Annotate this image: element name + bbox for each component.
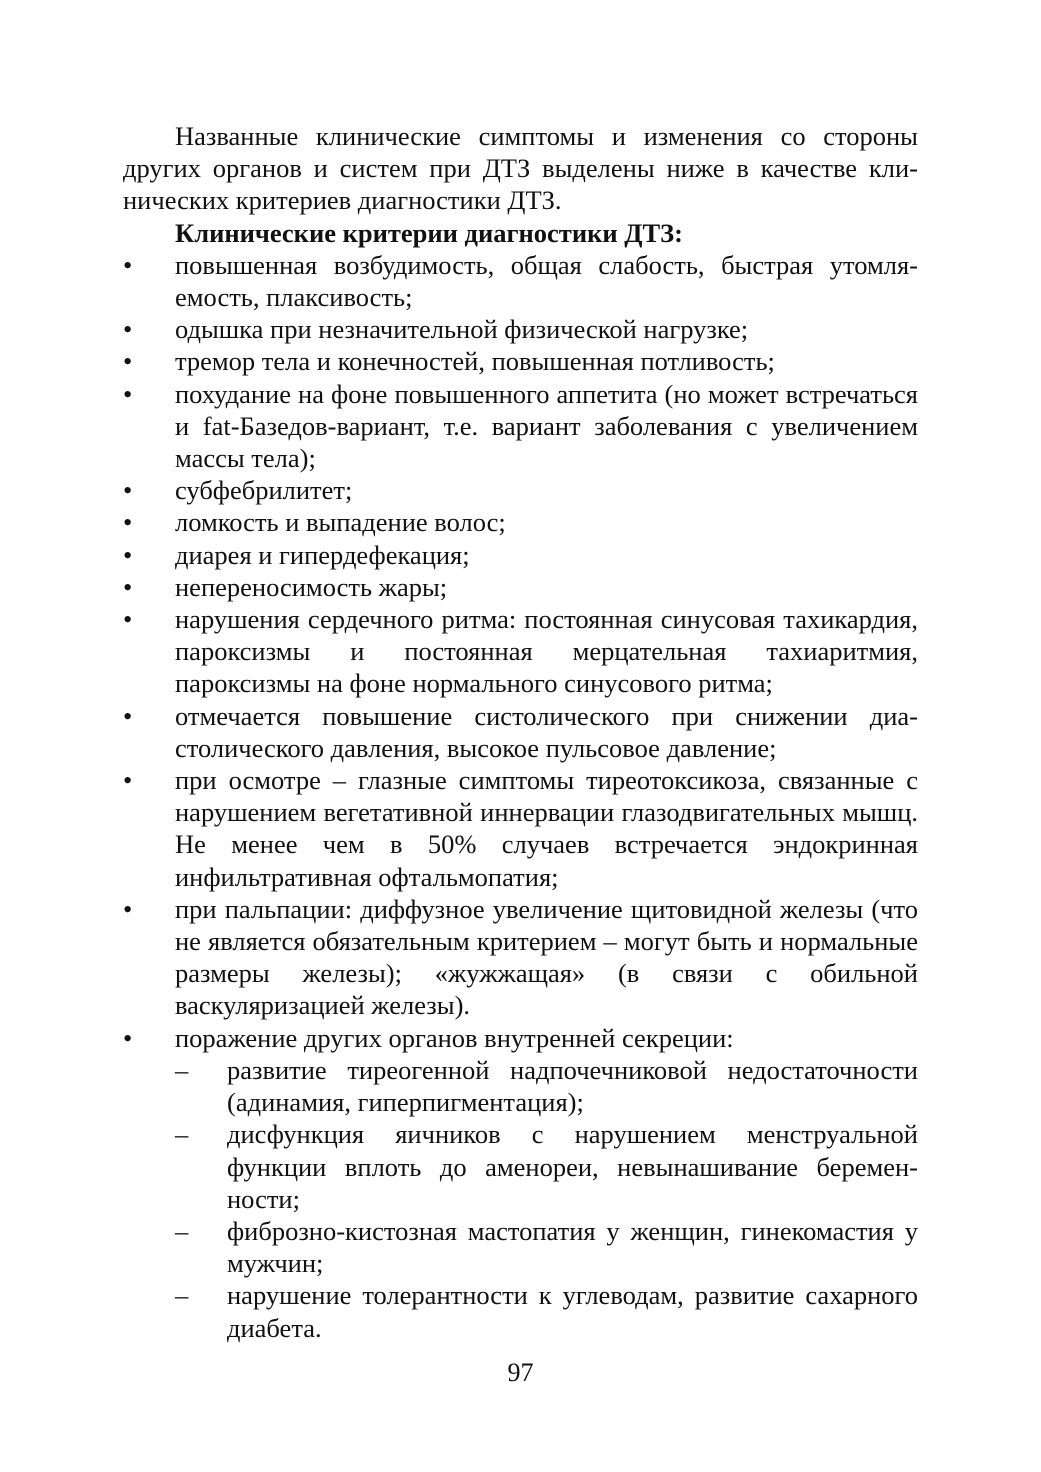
list-item-text: субфебрилитет;	[175, 475, 353, 506]
list-item-text: отмечается повышение систолического при снижении диастолического давления, высокое пульсовое давление;	[175, 700, 918, 763]
sub-list-item-text: развитие тиреогенной надпочечниковой недостаточности (адинамия, гиперпигментация);	[227, 1054, 918, 1118]
list-item-text: диарея и гипердефекация;	[175, 539, 470, 570]
sub-list-item	[175, 1279, 918, 1343]
list-item	[123, 249, 918, 313]
list-item-text: ломкость и выпадение волос;	[175, 507, 506, 538]
dash-icon: –	[175, 1280, 189, 1311]
list-item-text: тремор тела и конечностей, повышенная потливость;	[175, 346, 775, 377]
criteria-heading: Клинические критерии диагностики ДТЗ:	[175, 217, 683, 248]
dash-icon: –	[175, 1215, 189, 1246]
criteria-list	[123, 249, 918, 1344]
bullet-icon: •	[123, 1022, 133, 1053]
bullet-icon: •	[123, 604, 133, 635]
bullet-icon: •	[123, 700, 133, 731]
list-item	[123, 764, 918, 893]
dash-icon: –	[175, 1054, 189, 1085]
list-item-text: нарушения сердечного ритма: постоянная синусовая тахикардия, пароксизмы и постоянная мерцательная тахиаритмия, пароксизмы на фоне нормального синусового ритма;	[175, 604, 918, 699]
intro-paragraph: Названные клинические симптомы и изменения со стороны других органов и систем при ДТЗ выделены ниже в качестве клинических критериев диагностики ДТЗ.	[123, 121, 918, 216]
list-item	[123, 539, 918, 571]
bullet-icon: •	[123, 475, 133, 506]
sub-list-item-text: фиброзно-кистозная мастопатия у женщин, гинекомастия у мужчин;	[227, 1215, 918, 1279]
bullet-icon: •	[123, 378, 133, 409]
list-item-text: поражение других органов внутренней секреции:	[175, 1022, 734, 1053]
list-item	[123, 474, 918, 506]
list-item-text: повышенная возбудимость, общая слабость, быстрая утомляемость, плаксивость;	[175, 249, 918, 313]
bullet-icon: •	[123, 507, 133, 538]
list-item	[123, 571, 918, 603]
bullet-icon: •	[123, 539, 133, 570]
list-item	[123, 700, 918, 764]
list-item-text: одышка при незначительной физической нагрузке;	[175, 314, 749, 345]
bullet-icon: •	[123, 249, 133, 280]
bullet-icon: •	[123, 314, 133, 345]
list-item-text: при пальпации: диффузное увеличение щитовидной железы (что не является обязательным критерием – могут быть и нормальные размеры железы); «жужжащая» (в связи с обильной васкуляризацией железы).	[175, 893, 918, 1021]
bullet-icon: •	[123, 765, 133, 796]
list-item-text: при осмотре – глазные симптомы тиреотоксикоза, связанные с нарушением вегетативной иннервации глазодвигательных мышц. Не менее чем в 50% случаев встречается эндокринная инфильтративная офтальмопатия;	[175, 765, 918, 892]
sub-list-item-text: нарушение толерантности к углеводам, развитие сахарного диабета.	[227, 1280, 918, 1343]
sub-criteria-list	[175, 1054, 918, 1344]
list-item-text: похудание на фоне повышенного аппетита (но может встречаться и fat-Базедов-вариант, т.е. вариант заболевания с увеличением массы тела);	[175, 378, 918, 474]
sub-list-item-text: дисфункция яичников с нарушением менструальной функции вплоть до аменореи, невынашивание беременности;	[227, 1119, 918, 1214]
list-item	[123, 1022, 918, 1344]
list-item	[123, 378, 918, 475]
sub-list-item	[175, 1118, 918, 1215]
list-item	[123, 603, 918, 700]
page-number: 97	[507, 1358, 534, 1387]
bullet-icon: •	[123, 571, 133, 602]
list-item-text: непереносимость жары;	[175, 571, 448, 602]
list-item	[123, 893, 918, 1022]
bullet-icon: •	[123, 346, 133, 377]
list-item	[123, 313, 918, 345]
dash-icon: –	[175, 1119, 189, 1150]
sub-list-item	[175, 1054, 918, 1118]
sub-list-item	[175, 1215, 918, 1279]
bullet-icon: •	[123, 893, 133, 924]
list-item	[123, 345, 918, 377]
list-item	[123, 506, 918, 538]
text-block	[123, 120, 918, 1344]
